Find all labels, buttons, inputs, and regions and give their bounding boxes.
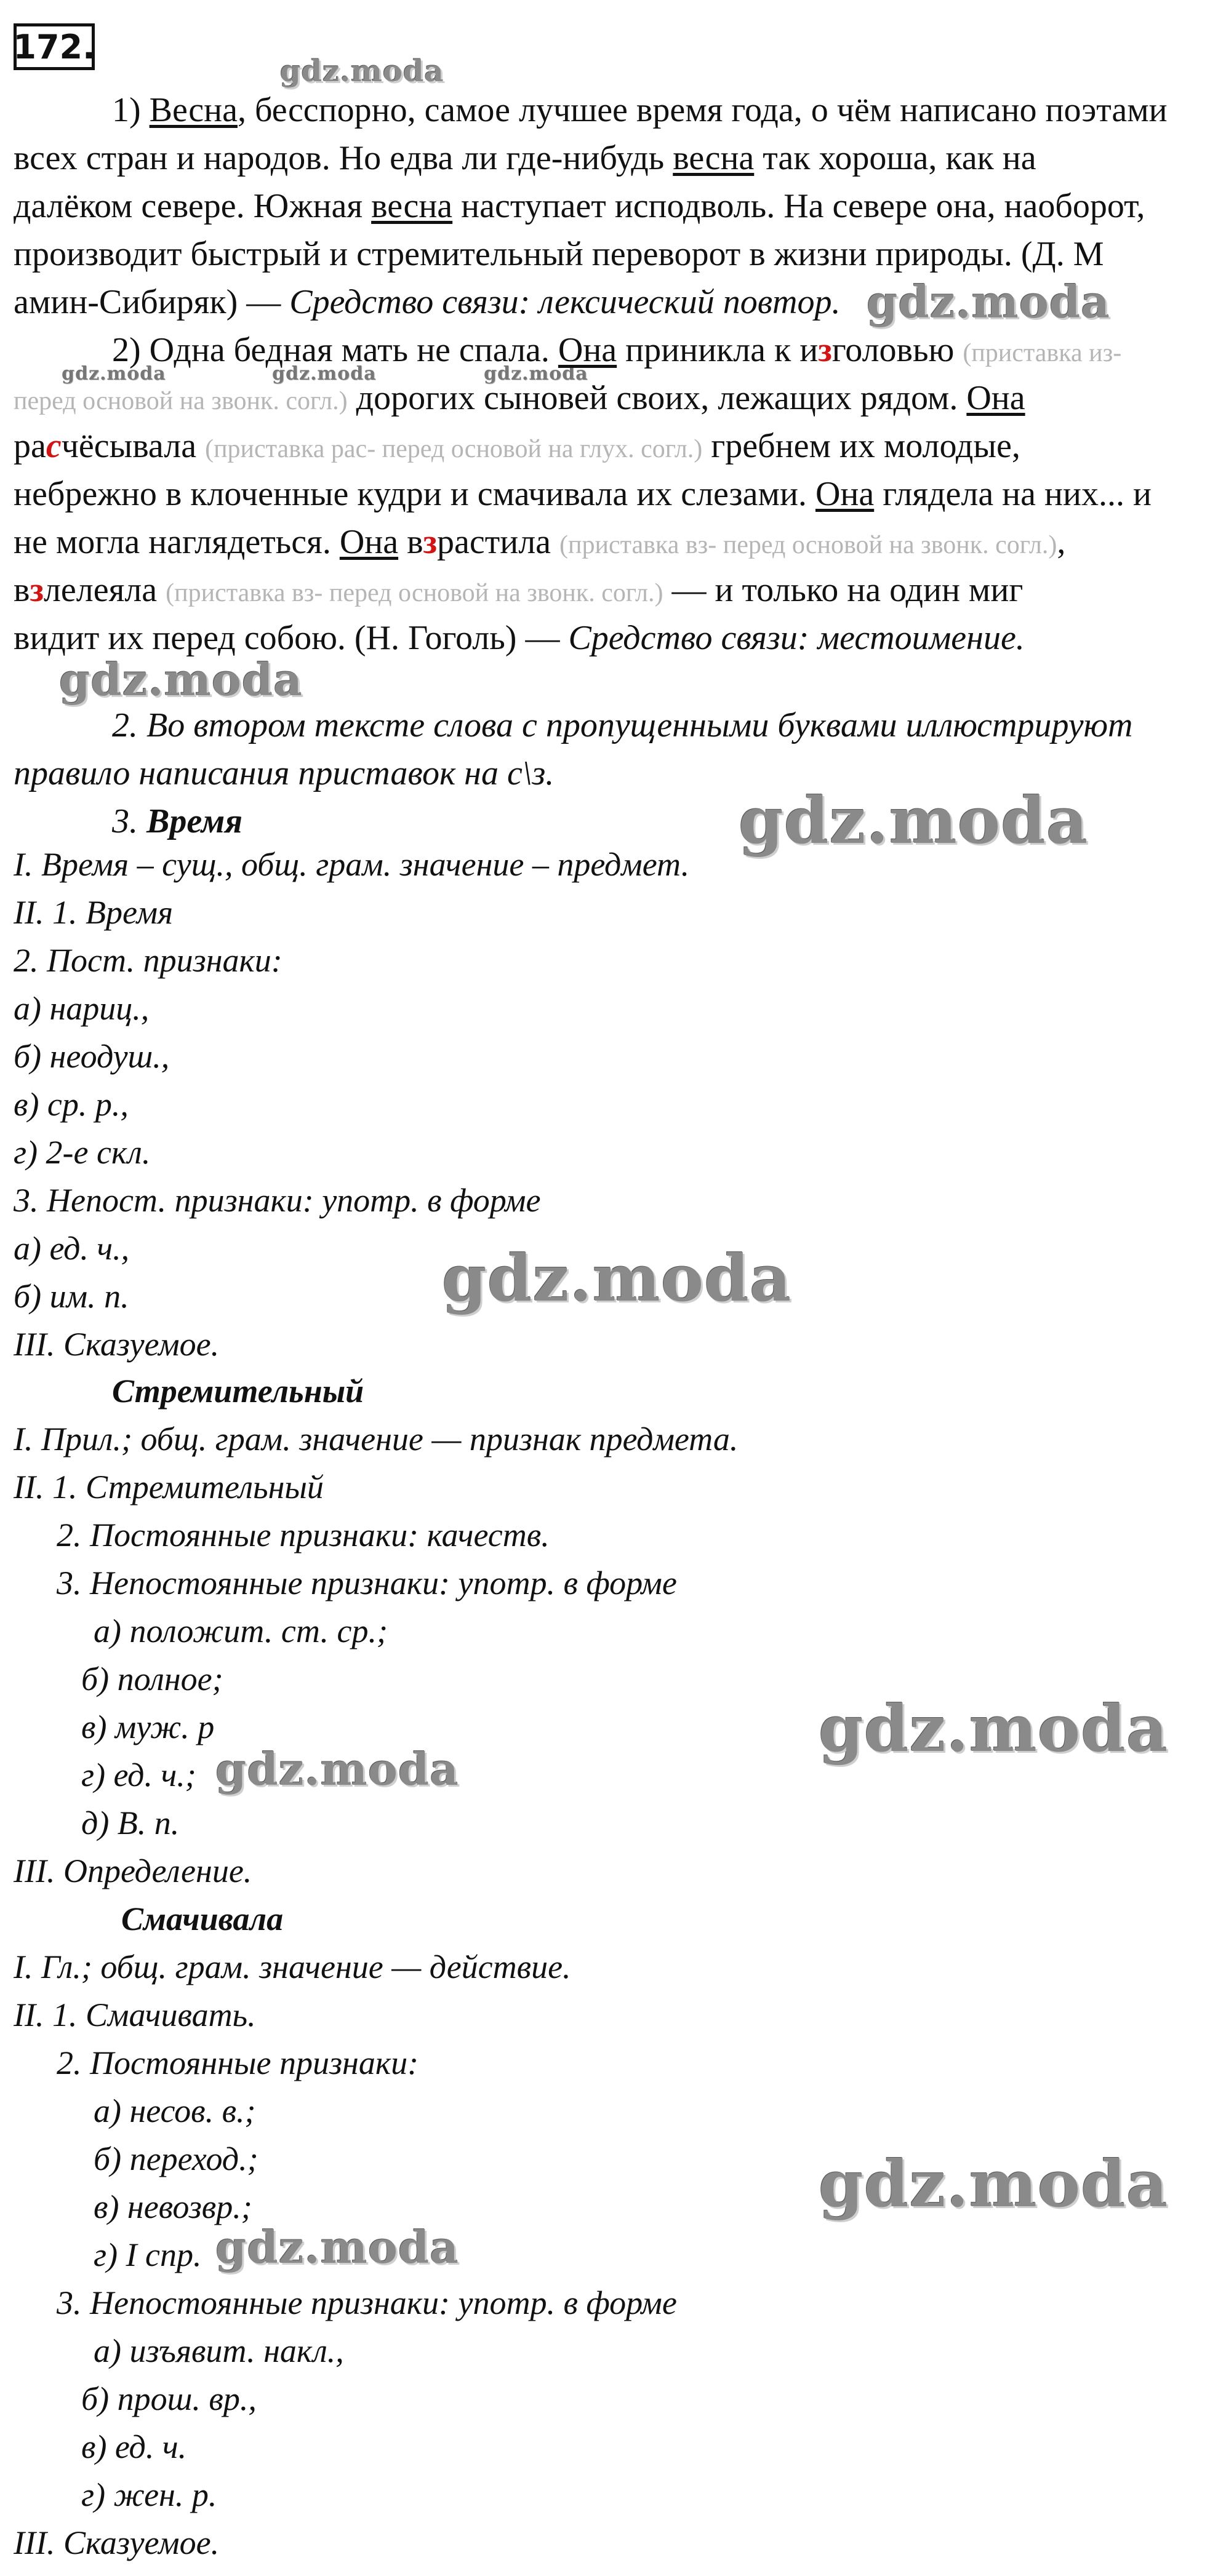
analysis-line: 3. Непостоянные признаки: употр. в форме [57,1565,677,1601]
analysis-line: а) нариц., [14,990,150,1027]
text-line: амин-Сибиряк) — Средство связи: лексический повтор. [14,283,841,321]
analysis-line: а) несов. в.; [94,2092,256,2129]
word-heading: Стремительный [112,1373,364,1410]
analysis-line: г) ед. ч.; [81,1757,196,1793]
analysis-line: д) В. п. [81,1804,180,1841]
analysis-line: в) ср. р., [14,1086,129,1123]
analysis-line: г) I спр. [94,2236,202,2273]
analysis-line: г) 2-е скл. [14,1134,151,1171]
text-line: перед основой на звонк. согл.) дорогих сыновей своих, лежащих рядом. Она [14,379,1025,417]
analysis-line: II. 1. Стремительный [14,1469,324,1505]
analysis-line: б) прош. вр., [81,2380,257,2417]
text-line: небрежно в клоченные кудри и смачивала их слезами. Она глядела на них... и [14,475,1152,513]
text-line: не могла наглядеться. Она взрастила (приставка вз- перед основой на звонк. согл.), [14,523,1066,561]
watermark: gdz.moda [59,653,303,706]
analysis-line: II. 1. Время [14,894,174,931]
analysis-line: I. Прил.; общ. грам. значение — признак предмета. [14,1421,739,1457]
watermark: gdz.moda [442,1240,792,1316]
analysis-line: в) ед. ч. [81,2428,187,2465]
text-line: 3. Время [112,802,243,840]
watermark: gdz.moda [62,363,166,385]
text-line: правило написания приставок на с\з. [14,754,555,792]
text-line: 1) Весна, бесспорно, самое лучшее время года, о чём написано поэтами [112,91,1168,129]
analysis-line: в) невозвр.; [94,2188,252,2225]
watermark: gdz.moda [280,54,444,89]
analysis-line: 2. Пост. признаки: [14,942,282,979]
analysis-line: б) переход.; [94,2140,258,2177]
analysis-line: в) муж. р [81,1709,215,1745]
watermark: gdz.moda [867,276,1110,328]
analysis-line: а) положит. ст. ср.; [94,1613,388,1649]
analysis-line: г) жен. р. [81,2476,217,2513]
exercise-number: 172. [14,23,95,70]
analysis-line: III. Сказуемое. [14,1326,220,1363]
watermark: gdz.moda [215,2221,459,2273]
text-line: видит их перед собою. (Н. Гоголь) — Средство связи: местоимение. [14,619,1025,657]
analysis-line: а) изъявит. накл., [94,2332,344,2369]
text-line: взлелеяла (приставка вз- перед основой на звонк. согл.) — и только на один миг [14,571,1024,609]
analysis-line: 2. Постоянные признаки: [57,2044,419,2081]
text-line: всех стран и народов. Но едва ли где-нибудь весна так хороша, как на [14,139,1036,177]
analysis-line: б) полное; [81,1661,223,1697]
text-line: 2. Во втором тексте слова с пропущенными буквами иллюстрируют [112,706,1133,744]
analysis-line: 2. Постоянные признаки: качеств. [57,1517,550,1553]
watermark: gdz.moda [819,2146,1169,2222]
analysis-line: I. Время – сущ., общ. грам. значение – предмет. [14,846,690,883]
watermark: gdz.moda [484,363,588,385]
analysis-line: 3. Непост. признаки: употр. в форме [14,1182,541,1219]
analysis-line: III. Сказуемое. [14,2524,220,2561]
watermark: gdz.moda [739,783,1089,858]
analysis-line: 3. Непостоянные признаки: употр. в форме [57,2284,677,2321]
text-line: производит быстрый и стремительный переворот в жизни природы. (Д. М [14,235,1104,273]
analysis-line: III. Определение. [14,1852,252,1889]
watermark: gdz.moda [272,363,377,385]
watermark: gdz.moda [819,1691,1169,1766]
analysis-line: II. 1. Смачивать. [14,1996,256,2033]
text-line: 2) Одна бедная мать не спала. Она приникла к изголовью (приставка из- [112,331,1122,369]
analysis-line: б) неодуш., [14,1038,170,1075]
analysis-line: а) ед. ч., [14,1230,130,1267]
analysis-line: I. Гл.; общ. грам. значение — действие. [14,1948,571,1985]
watermark: gdz.moda [215,1743,459,1795]
word-heading: Смачивала [121,1900,284,1937]
analysis-line: б) им. п. [14,1278,129,1315]
text-line: далёком севере. Южная весна наступает исподволь. На севере она, наоборот, [14,187,1145,225]
text-line: расчёсывала (приставка рас- перед основой на глух. согл.) гребнем их молодые, [14,427,1020,465]
